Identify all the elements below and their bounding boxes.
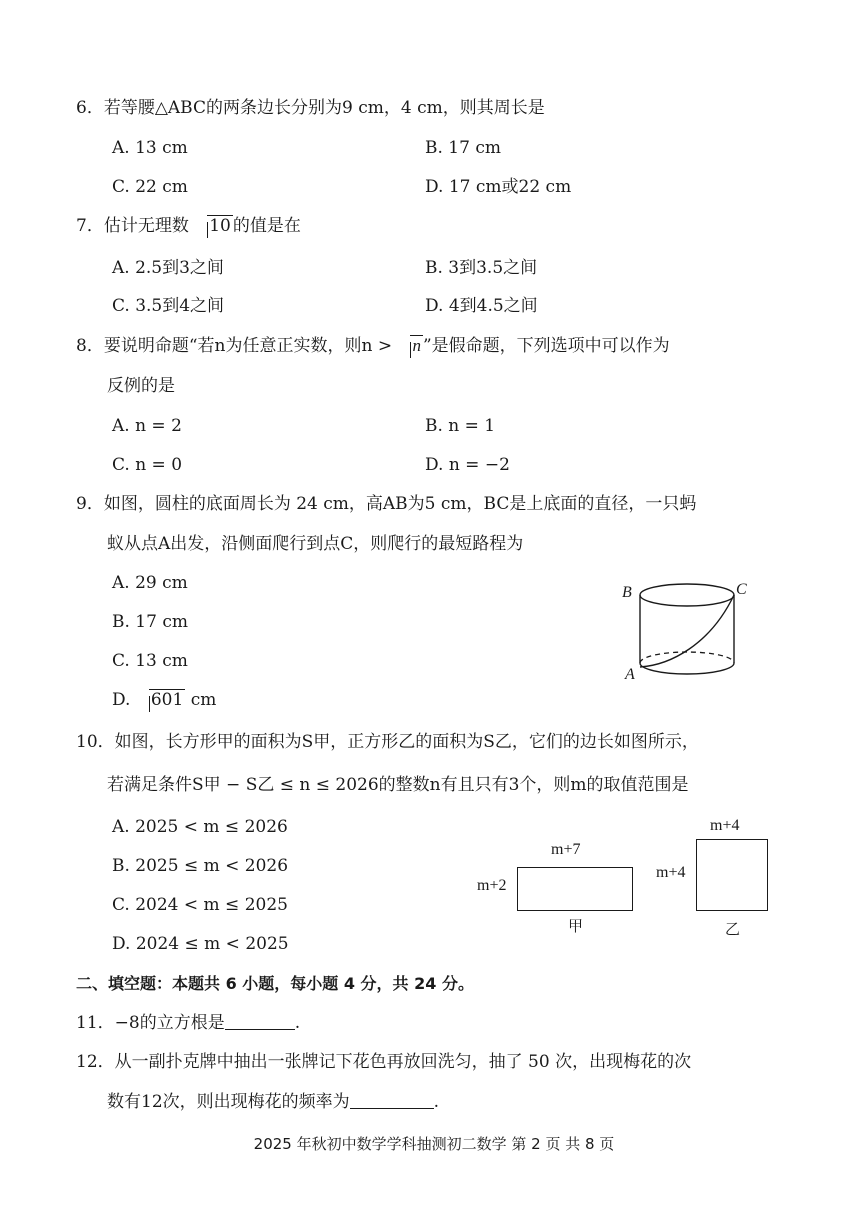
label-c: C	[736, 581, 747, 598]
label-text: m+4	[710, 817, 740, 834]
question-12-line2	[107, 1090, 439, 1114]
rect-left-label	[477, 877, 506, 895]
q7-option-d: D. 4到4.5之间	[425, 296, 538, 316]
question-10-stem	[76, 730, 699, 754]
question-11	[76, 1011, 300, 1035]
q7-option-b: B. 3到3.5之间	[425, 258, 538, 278]
question-number: 7．	[76, 216, 104, 236]
square-yi	[696, 839, 768, 911]
q8-option-c: C. n = 0	[112, 455, 183, 475]
sqrt-symbol	[136, 688, 185, 712]
period: .	[294, 1013, 301, 1033]
section-two-heading: 二、填空题：本题共 6 小题，每小题 4 分，共 24 分。	[76, 974, 474, 993]
q7-option-c: C. 3.5到4之间	[112, 296, 225, 316]
q6-option-c: C. 22 cm	[112, 177, 188, 197]
square-name-label: 乙	[725, 920, 741, 938]
q7-option-a: A. 2.5到3之间	[112, 258, 224, 278]
rectangle-jia	[517, 867, 633, 911]
question-9-stem-line2: 蚁从点A出发，沿侧面爬行到点C，则爬行的最短路程为	[107, 534, 524, 554]
answer-blank	[225, 1011, 295, 1030]
question-6-stem	[76, 96, 545, 120]
square-top-label	[710, 817, 739, 835]
sqrt-symbol	[397, 334, 423, 358]
label-text: m+2	[477, 877, 507, 894]
q9-option-a: A. 29 cm	[112, 573, 188, 593]
q8-option-a: A. n = 2	[112, 416, 182, 436]
rect-top-label	[551, 841, 580, 859]
q6-option-b: B. 17 cm	[425, 138, 501, 158]
option-letter: D.	[112, 690, 131, 710]
page-footer: 2025 年秋初中数学学科抽测初二数学 第 2 页 共 8 页	[253, 1135, 615, 1153]
cylinder-top-ellipse	[640, 584, 734, 606]
sqrt-symbol	[194, 214, 233, 238]
rect-name-label: 甲	[568, 917, 584, 935]
label-b: B	[622, 584, 632, 601]
question-text: 要说明命题“若n为任意正实数，则n >	[103, 336, 393, 356]
q6-option-d: D. 17 cm或22 cm	[425, 177, 572, 197]
unit: cm	[190, 690, 217, 710]
q10-option-c: C. 2024 < m ≤ 2025	[112, 895, 288, 915]
question-8-stem-line2: 反例的是	[107, 376, 175, 396]
q6-option-a: A. 13 cm	[112, 138, 188, 158]
question-text: 若等腰△ABC的两条边长分别为9 cm，4 cm，则其周长是	[103, 98, 545, 118]
square-left-label	[656, 864, 685, 882]
label-text: m+7	[551, 841, 581, 858]
question-number: 11．	[76, 1013, 115, 1033]
q10-option-d: D. 2024 ≤ m < 2025	[112, 934, 289, 954]
question-10-stem-line2: 若满足条件S甲 − S乙 ≤ n ≤ 2026的整数n有且只有3个，则m的取值范围是	[107, 775, 689, 795]
question-12-line1	[76, 1050, 691, 1074]
question-9-stem	[76, 492, 696, 516]
question-text: 估计无理数	[103, 216, 189, 236]
question-text: 从一副扑克牌中抽出一张牌记下花色再放回洗匀，抽了 50 次，出现梅花的次	[114, 1052, 692, 1072]
q9-option-c: C. 13 cm	[112, 651, 188, 671]
question-number: 10．	[76, 732, 115, 752]
question-text: 数有12次，则出现梅花的频率为	[107, 1092, 350, 1112]
q8-option-d: D. n = −2	[425, 455, 510, 475]
q8-option-b: B. n = 1	[425, 416, 496, 436]
radicand: 601	[150, 690, 184, 710]
question-text-end: ”是假命题，下列选项中可以作为	[422, 336, 670, 356]
question-number: 12．	[76, 1052, 115, 1072]
q10-option-b: B. 2025 ≤ m < 2026	[112, 856, 289, 876]
question-number: 8．	[76, 336, 104, 356]
question-number: 6．	[76, 98, 104, 118]
period: .	[433, 1092, 440, 1112]
question-text: 如图，长方形甲的面积为S甲，正方形乙的面积为S乙，它们的边长如图所示，	[114, 732, 699, 752]
question-text: −8的立方根是	[114, 1013, 225, 1033]
radicand: n	[412, 336, 421, 355]
q10-option-a: A. 2025 < m ≤ 2026	[112, 817, 288, 837]
question-number: 9．	[76, 494, 104, 514]
answer-blank	[350, 1090, 434, 1109]
radicand: 10	[209, 216, 231, 236]
question-7-stem	[76, 214, 301, 238]
label-a: A	[625, 666, 635, 683]
question-8-stem	[76, 334, 670, 358]
label-text: m+4	[656, 864, 686, 881]
q9-option-b: B. 17 cm	[112, 612, 188, 632]
q9-option-d	[112, 688, 216, 712]
question-text: 如图，圆柱的底面周长为 24 cm，高AB为5 cm，BC是上底面的直径，一只蚂	[103, 494, 697, 514]
question-text-end: 的值是在	[232, 216, 301, 236]
cylinder-bottom-back	[640, 652, 734, 663]
